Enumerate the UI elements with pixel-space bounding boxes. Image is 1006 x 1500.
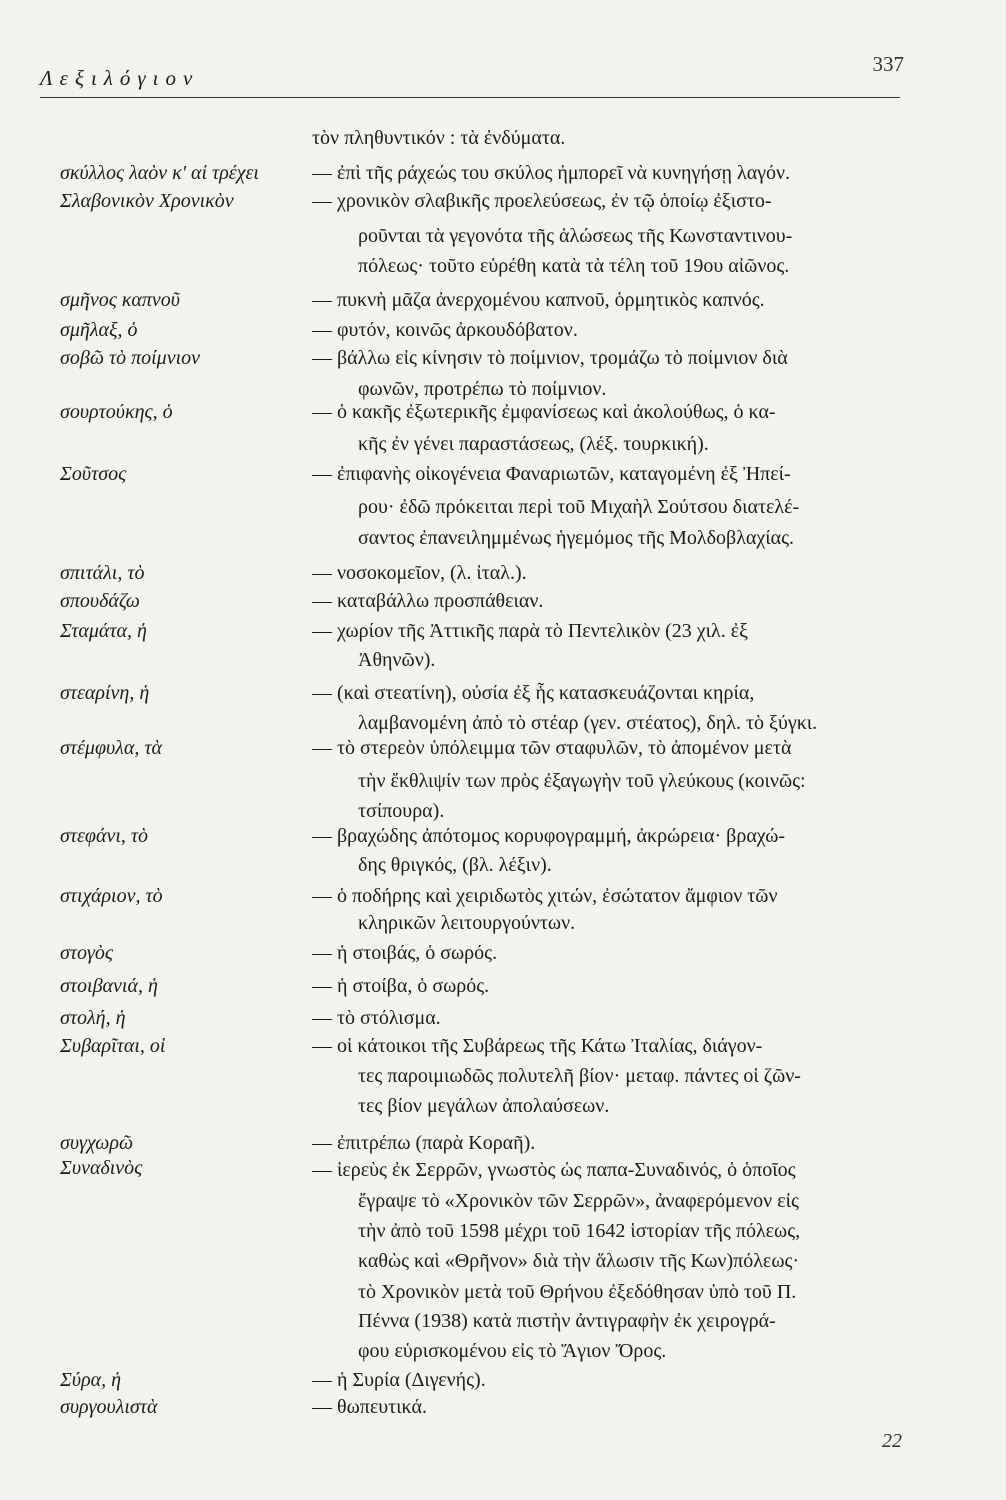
glossary-term: Συναδινὸς xyxy=(60,1157,143,1179)
glossary-definition-line: — καταβάλλω προσπάθειαν. xyxy=(312,590,544,612)
glossary-term: στεαρίνη, ἡ xyxy=(60,682,150,704)
glossary-definition-line: — ἐπὶ τῆς ράχεώς του σκύλος ἠμπορεῖ νὰ κυνηγήσῃ λαγόν. xyxy=(312,162,791,184)
glossary-term: Σοῦτσος xyxy=(60,463,127,485)
glossary-term: συργουλιστὰ xyxy=(60,1396,158,1418)
glossary-definition-line: πόλεως· τοῦτο εὑρέθη κατὰ τὰ τέλη τοῦ 19ου αἰῶνος. xyxy=(358,255,790,277)
glossary-definition-line: Πέννα (1938) κατὰ πιστὴν ἀντιγραφὴν ἐκ χειρογρά- xyxy=(358,1310,776,1332)
glossary-definition-line: — ὁ ποδήρης καὶ χειριδωτὸς χιτών, ἐσώτατον ἄμφιον τῶν xyxy=(312,885,778,907)
glossary-definition-line: — χρονικὸν σλαβικῆς προελεύσεως, ἐν τῷ ὁποίῳ ἐξιστο- xyxy=(312,190,772,212)
glossary-definition-line: — βάλλω εἰς κίνησιν τὸ ποίμνιον, τρομάζω τὸ ποίμνιον διὰ xyxy=(312,347,788,369)
glossary-definition-line: — νοσοκομεῖον, (λ. ἰταλ.). xyxy=(312,562,527,584)
glossary-term: στογὸς xyxy=(60,942,114,964)
glossary-definition-line: — ἡ στοίβα, ὁ σωρός. xyxy=(312,975,490,997)
glossary-definition-line: ροῦνται τὰ γεγονότα τῆς ἁλώσεως τῆς Κωνσταντινου- xyxy=(358,225,793,247)
glossary-definition-line: Ἀθηνῶν). xyxy=(358,649,436,671)
footer-signature: 22 xyxy=(882,1430,902,1452)
page-number: 337 xyxy=(872,52,904,76)
running-header-title: Λεξιλόγιον xyxy=(40,66,200,90)
glossary-definition-line: τὴν ἀπὸ τοῦ 1598 μέχρι τοῦ 1642 ἱστορίαν τῆς πόλεως, xyxy=(358,1220,801,1242)
glossary-term: Συβαρῖται, οἱ xyxy=(60,1035,166,1057)
glossary-term: σουρτούκης, ὁ xyxy=(60,401,173,423)
glossary-definition-line: — ἐπιφανὴς οἰκογένεια Φαναριωτῶν, καταγομένη ἐξ Ἠπεί- xyxy=(312,463,791,485)
glossary-definition-line: τσίπουρα). xyxy=(358,800,445,822)
glossary-term: σοβῶ τὸ ποίμνιον xyxy=(60,347,201,369)
glossary-definition-line: καθὼς καὶ «Θρῆνον» διὰ τὴν ἅλωσιν τῆς Κων)πόλεως· xyxy=(358,1250,800,1272)
glossary-term: σμῆλαξ, ὁ xyxy=(60,319,138,341)
glossary-definition-line: — ἱερεὺς ἐκ Σερρῶν, γνωστὸς ὡς παπα-Συναδινός, ὁ ὁποῖος xyxy=(312,1159,796,1181)
glossary-definition-line: τὸ Χρονικὸν μετὰ τοῦ Θρήνου ἐξεδόθησαν ὑπὸ τοῦ Π. xyxy=(358,1281,797,1303)
glossary-definition-line: — πυκνὴ μᾶζα ἀνερχομένου καπνοῦ, ὁρμητικὸς καπνός. xyxy=(312,289,765,311)
glossary-definition-line: — τὸ στόλισμα. xyxy=(312,1007,441,1029)
glossary-definition-line: — φυτόν, κοινῶς ἀρκουδόβατον. xyxy=(312,319,578,341)
glossary-term: σπιτάλι, τὸ xyxy=(60,562,145,584)
glossary-definition-line: — ἐπιτρέπω (παρὰ Κοραῆ). xyxy=(312,1132,536,1154)
glossary-term: Σλαβονικὸν Χρονικὸν xyxy=(60,190,234,212)
glossary-definition-line: κληρικῶν λειτουργούντων. xyxy=(358,912,576,934)
glossary-definition-line: — ἡ Συρία (Διγενής). xyxy=(312,1369,486,1391)
glossary-definition-line: — χωρίον τῆς Ἀττικῆς παρὰ τὸ Πεντελικὸν (23 χιλ. ἐξ xyxy=(312,620,749,642)
glossary-definition-line: τες βίον μεγάλων ἀπολαύσεων. xyxy=(358,1095,610,1117)
glossary-definition-line: — οἱ κάτοικοι τῆς Συβάρεως τῆς Κάτω Ἰταλίας, διάγον- xyxy=(312,1035,763,1057)
glossary-definition-line: τὸν πληθυντικόν : τὰ ἐνδύματα. xyxy=(312,127,566,149)
header-rule xyxy=(40,97,900,98)
glossary-term: στεφάνι, τὸ xyxy=(60,825,149,847)
glossary-definition-line: — θωπευτικά. xyxy=(312,1396,427,1418)
glossary-definition-line: σαντος ἐπανειλημμένως ἡγεμόμος τῆς Μολδοβλαχίας. xyxy=(358,527,795,549)
glossary-definition-line: — ἡ στοιβάς, ὁ σωρός. xyxy=(312,942,498,964)
glossary-term: στέμφυλα, τὰ xyxy=(60,737,163,759)
glossary-term: στιχάριον, τὸ xyxy=(60,885,163,907)
glossary-definition-line: ἔγραψε τὸ «Χρονικὸν τῶν Σερρῶν», ἀναφερόμενον εἰς xyxy=(358,1190,799,1212)
glossary-definition-line: δης θριγκός, (βλ. λέξιν). xyxy=(358,854,552,876)
glossary-definition-line: λαμβανομένη ἀπὸ τὸ στέαρ (γεν. στέατος), δηλ. τὸ ξύγκι. xyxy=(358,712,818,734)
glossary-definition-line: — ὁ κακῆς ἐξωτερικῆς ἐμφανίσεως καὶ ἀκολούθως, ὁ κα- xyxy=(312,401,776,423)
glossary-definition-line: — βραχώδης ἀπότομος κορυφογραμμή, ἀκρώρεια· βραχώ- xyxy=(312,825,786,847)
glossary-term: Σύρα, ἡ xyxy=(60,1369,122,1391)
glossary-term: στοιβανιά, ἡ xyxy=(60,975,158,997)
glossary-term: σκύλλος λαὸν κ' αἱ τρέχει xyxy=(60,162,259,184)
glossary-term: Σταμάτα, ἡ xyxy=(60,620,147,642)
glossary-term: συγχωρῶ xyxy=(60,1132,134,1154)
glossary-definition-line: ρου· ἐδῶ πρόκειται περὶ τοῦ Μιχαὴλ Σούτσου διατελέ- xyxy=(358,496,800,518)
glossary-definition-line: φωνῶν, προτρέπω τὸ ποίμνιον. xyxy=(358,378,607,400)
glossary-definition-line: φου εὑρισκομένου εἰς τὸ Ἅγιον Ὄρος. xyxy=(358,1340,667,1362)
glossary-definition-line: τὴν ἔκθλιψίν των πρὸς ἐξαγωγὴν τοῦ γλεύκους (κοινῶς: xyxy=(358,770,806,792)
glossary-definition-line: — τὸ στερεὸν ὑπόλειμμα τῶν σταφυλῶν, τὸ ἀπομένον μετὰ xyxy=(312,737,792,759)
glossary-definition-line: τες παροιμιωδῶς πολυτελῆ βίον· μεταφ. πάντες οἱ ζῶν- xyxy=(358,1065,801,1087)
glossary-definition-line: — (καὶ στεατίνη), οὐσία ἐξ ἧς κατασκευάζονται κηρία, xyxy=(312,682,755,704)
glossary-term: σμῆνος καπνοῦ xyxy=(60,289,180,311)
glossary-term: σπουδάζω xyxy=(60,590,140,612)
glossary-definition-line: κῆς ἐν γένει παραστάσεως, (λέξ. τουρκική). xyxy=(358,433,709,455)
glossary-term: στολή, ἡ xyxy=(60,1007,126,1029)
